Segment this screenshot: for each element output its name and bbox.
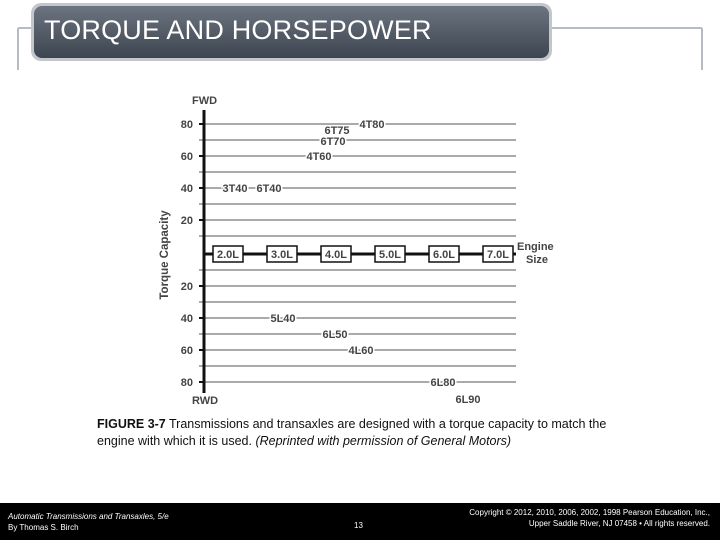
engine-size-box: 6.0L <box>432 249 456 261</box>
footer-copyright <box>469 507 710 529</box>
transmission-label: 6L50 <box>322 329 348 341</box>
figure-caption <box>97 416 617 450</box>
engine-size-box: 4.0L <box>324 249 348 261</box>
y-axis-label: Torque Capacity <box>159 210 171 300</box>
copyright-line-1: Copyright © 2012, 2010, 2006, 2002, 1998 Pearson Education, Inc., <box>469 508 710 517</box>
tick-label: 60 <box>180 345 193 357</box>
transmission-label: 3T40 <box>222 183 248 195</box>
transmission-label: 6T70 <box>320 136 346 148</box>
tick-label: 20 <box>180 215 193 227</box>
transmission-label: 4L60 <box>348 345 374 357</box>
footer-bar <box>0 503 720 540</box>
footer-book-info <box>8 511 169 533</box>
copyright-line-2: Upper Saddle River, NJ 07458 • All rights reserved. <box>528 519 710 528</box>
footer-book-title: Automatic Transmissions and Transaxles, 5/e <box>8 512 169 521</box>
transmission-label: 4T60 <box>306 151 332 163</box>
footer-author: By Thomas S. Birch <box>8 523 79 532</box>
caption-text: Transmissions and transaxles are designed with a torque capacity to match the engine with which it is used. <box>97 417 607 448</box>
transmission-label: 5L40 <box>270 313 296 325</box>
transmission-label: 6L90 <box>455 394 481 406</box>
engine-size-box: 2.0L <box>216 249 240 261</box>
engine-size-label: Size <box>526 254 549 266</box>
engine-size-box: 7.0L <box>486 249 510 261</box>
transmission-label: 4T80 <box>359 119 385 131</box>
slide-title: TORQUE AND HORSEPOWER <box>44 15 432 45</box>
figure-label: FIGURE 3-7 <box>97 417 166 431</box>
transmission-label: 6T40 <box>256 183 282 195</box>
engine-size-label: Engine <box>517 241 554 253</box>
tick-label: 60 <box>180 151 193 163</box>
tick-label: 40 <box>180 313 193 325</box>
tick-label: 80 <box>180 119 193 131</box>
tick-label: 20 <box>180 281 193 293</box>
rwd-label: RWD <box>192 395 219 407</box>
transmission-label: 6L80 <box>430 377 456 389</box>
engine-size-box: 3.0L <box>270 249 294 261</box>
fwd-label: FWD <box>192 95 218 107</box>
tick-label: 40 <box>180 183 193 195</box>
transmission-label: 6T75 <box>324 125 350 137</box>
caption-credit: (Reprinted with permission of General Motors) <box>255 434 512 448</box>
engine-size-box: 5.0L <box>378 249 402 261</box>
page-number: 13 <box>354 521 363 530</box>
tick-label: 80 <box>180 377 193 389</box>
